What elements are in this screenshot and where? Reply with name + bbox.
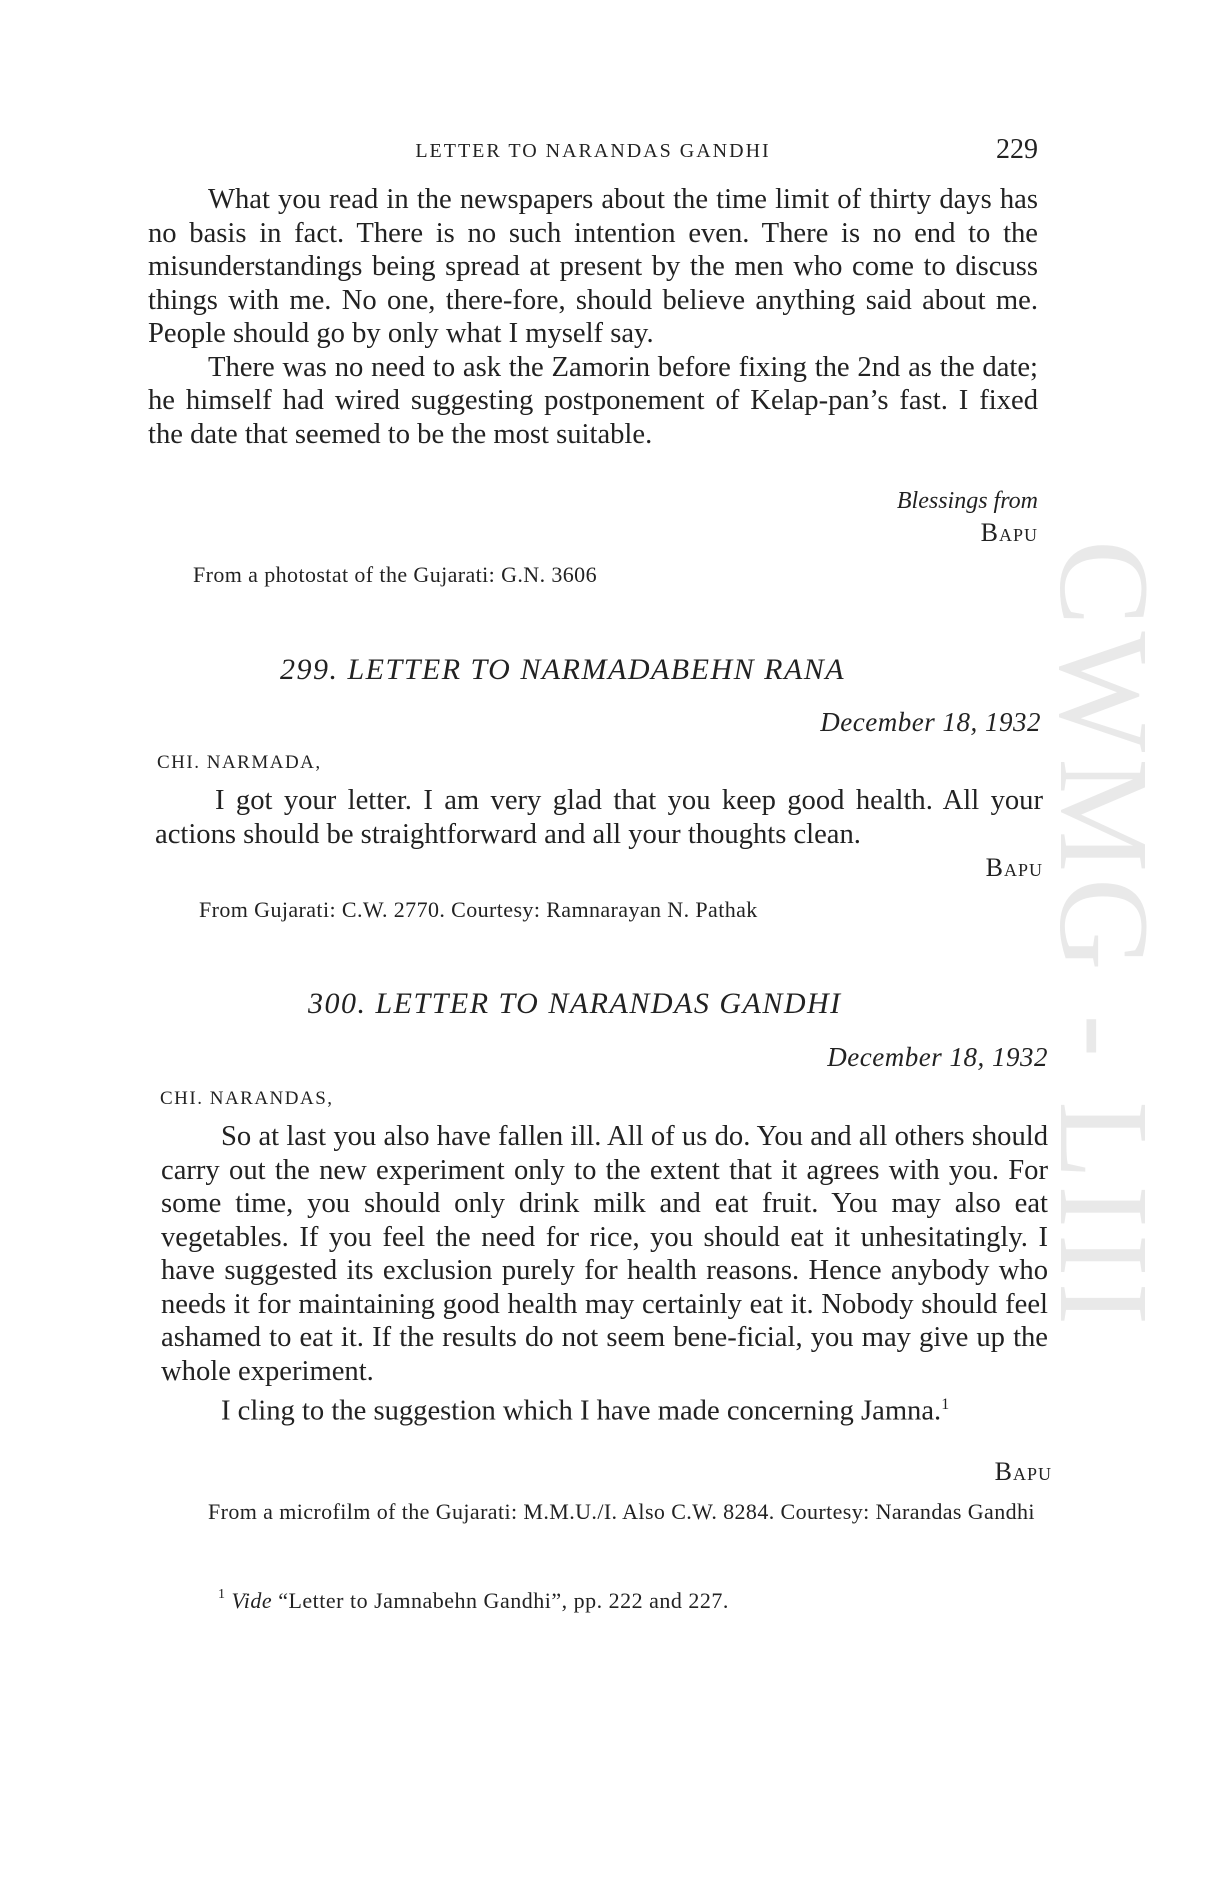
footnote-text: “Letter to Jamnabehn Gandhi”, pp. 222 and 227. xyxy=(278,1588,729,1613)
page-number: 229 xyxy=(996,134,1038,165)
continuation-body xyxy=(148,183,1038,451)
footnote-vide: Vide xyxy=(231,1588,273,1613)
paragraph-text: I cling to the suggestion which I have made concerning Jamna. xyxy=(221,1395,942,1427)
letter-date: December 18, 1932 xyxy=(820,707,1041,737)
footnote-reference[interactable]: 1 xyxy=(941,1396,950,1413)
paragraph: What you read in the newspapers about the time limit of thirty days has no basis in fact. There is no such intention even. There is no end to the misunderstandings being spread at present by the men who come to discuss things with me. No one, there-fore, should believe anything said about me. People should go by only what I myself say. xyxy=(148,184,1038,349)
source-note: From a microfilm of the Gujarati: M.M.U./I. Also C.W. 8284. Courtesy: Narandas Gandhi xyxy=(208,1499,1035,1524)
footnote-marker: 1 xyxy=(218,1586,226,1602)
signature: Bapu xyxy=(980,518,1038,547)
letter-body xyxy=(155,784,1043,851)
letter-heading: 299. LETTER TO NARMADABEHN RANA xyxy=(280,653,846,686)
signature: Bapu xyxy=(985,853,1043,882)
salutation: CHI. NARANDAS, xyxy=(160,1088,334,1109)
running-header xyxy=(148,134,1038,174)
paragraph: I got your letter. I am very glad that you keep good health. All your actions should be straightforward and all your thoughts clean. xyxy=(155,785,1043,850)
source-note: From Gujarati: C.W. 2770. Courtesy: Ramnarayan N. Pathak xyxy=(199,897,758,922)
paragraph xyxy=(161,1388,1048,1428)
letter-body xyxy=(161,1120,1048,1428)
signature: Bapu xyxy=(994,1457,1052,1486)
letter-heading: 300. LETTER TO NARANDAS GANDHI xyxy=(308,987,842,1020)
salutation: CHI. NARMADA, xyxy=(157,752,322,773)
valediction: Blessings from xyxy=(896,488,1038,514)
running-title: LETTER TO NARANDAS GANDHI xyxy=(415,140,771,162)
paragraph: There was no need to ask the Zamorin before fixing the 2nd as the date; he himself had wired suggesting postponement of Kelap-pan’s fast. I fixed the date that seemed to be the most suitable. xyxy=(148,351,1038,450)
source-note: From a photostat of the Gujarati: G.N. 3606 xyxy=(193,562,597,587)
paragraph: So at last you also have fallen ill. All of us do. You and all others should carry out the new experiment only to the extent that it agrees with you. For some time, you should only drink milk and eat fruit. You may also eat vegetables. If you feel the need for rice, you should eat it unhesitatingly. I have suggested its exclusion purely for health reasons. Hence anybody who needs it for maintaining good health may certainly eat it. Nobody should feel ashamed to eat it. If the results do not seem bene-ficial, you may give up the whole experiment. xyxy=(161,1121,1048,1387)
letter-date: December 18, 1932 xyxy=(827,1042,1048,1072)
footnote xyxy=(218,1588,729,1614)
watermark: CWMG - LIII xyxy=(1033,540,1175,1332)
